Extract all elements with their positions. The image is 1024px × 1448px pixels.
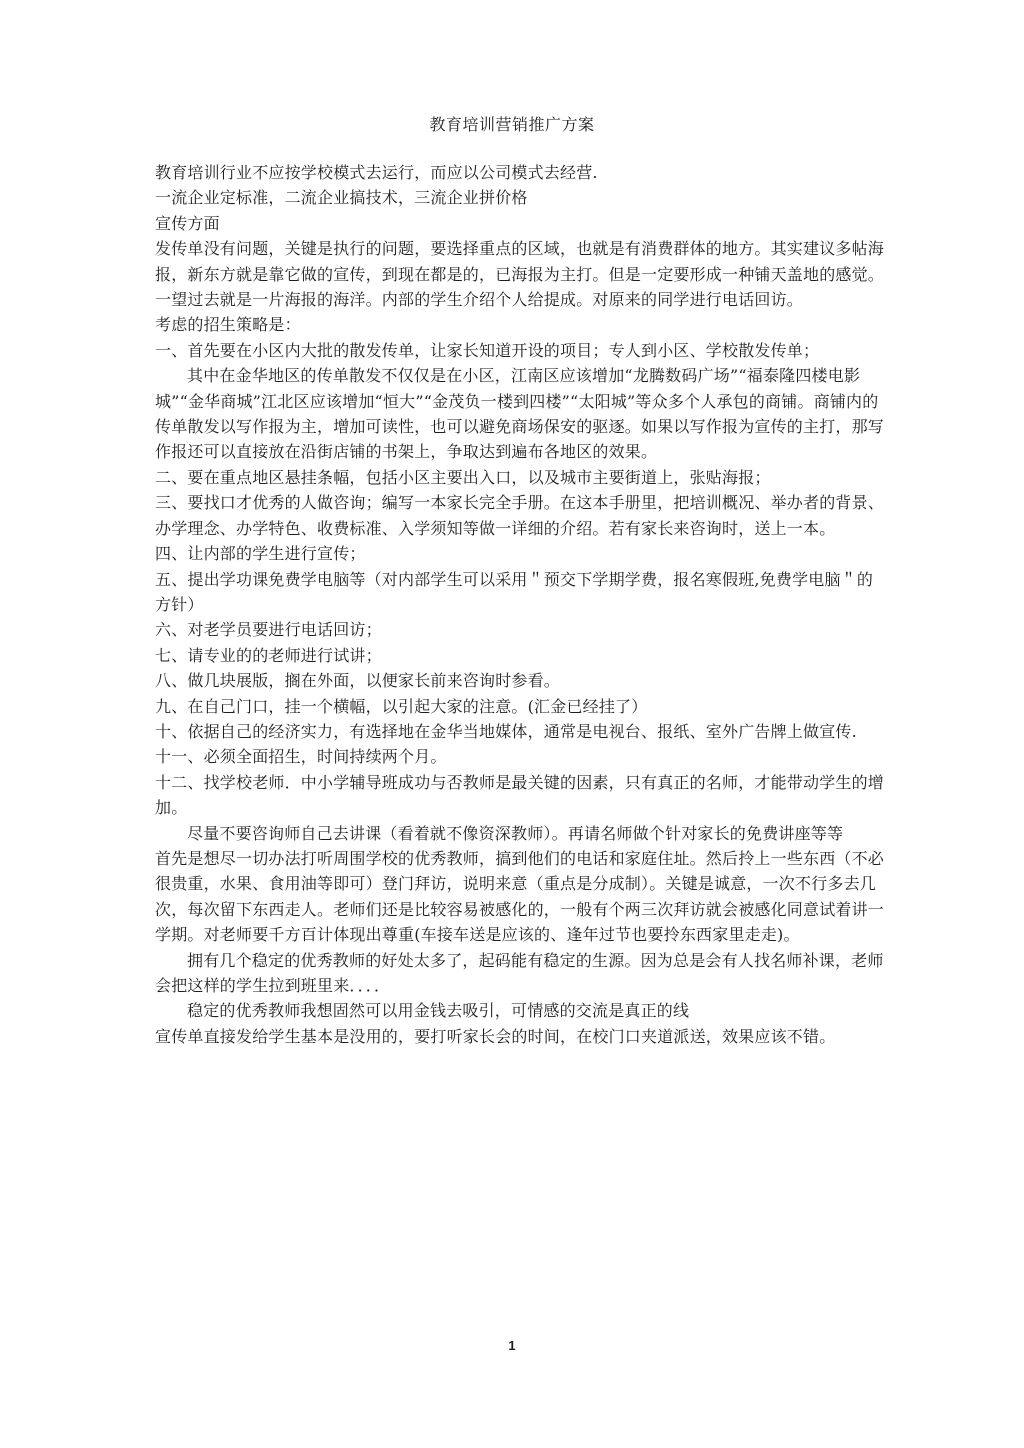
list-item-12: 十二、找学校老师．中小学辅导班成功与否教师是最关键的因素，只有真正的名师，才能带动学生的增加。: [155, 772, 885, 818]
list-item-1: 一、首先要在小区内大批的散发传单，让家长知道开设的项目；专人到小区、学校散发传单；: [155, 340, 820, 360]
paragraph-teacher-visits: 首先是想尽一切办法打听周围学校的优秀教师，搞到他们的电话和家庭住址。然后拎上一些东西（不必很贵重，水果、食用油等即可）登门拜访，说明来意（重点是分成制）。关键是诚意，一次不行多去几次，每次留下东西走人。老师们还是比较容易被感化的，一般有个两三次拜访就会被感化同意试着讲一学期。对老师要千方百计体现出尊重(车接车送是应该的、逢年过节也要拎东西家里走走)。: [155, 848, 885, 945]
page-number: 1: [508, 1338, 516, 1353]
paragraph-intro: 教育培训行业不应按学校模式去运行，而应以公司模式去经营.: [155, 163, 598, 182]
list-item-6: 六、对老学员要进行电话回访；: [155, 620, 382, 640]
paragraph-flyers: 发传单没有问题，关键是执行的问题，要选择重点的区域，也就是有消费群体的地方。其实建议多帖海报，新东方就是靠它做的宣传，到现在都是的，已海报为主打。但是一定要形成一种铺天盖地的感觉。一望过去就是一片海报的海洋。内部的学生介绍个人给提成。对原来的同学进行电话回访。: [155, 239, 885, 310]
list-item-2: 二、要在重点地区悬挂条幅，包括小区主要出入口，以及城市主要街道上，张贴海报；: [155, 467, 771, 487]
list-item-5: 五、提出学功课免费学电脑等（对内部学生可以采用＂预交下学期学费，报名寒假班,免费学电脑＂的方针）: [155, 569, 874, 614]
paragraph-strategy-heading: 考虑的招生策略是：: [155, 315, 301, 335]
paragraph-lecture-advice: 尽量不要咨询师自己去讲课（看着就不像资深教师）。再请名师做个针对家长的免费讲座等等: [187, 823, 844, 843]
list-item-11: 十一、必须全面招生，时间持续两个月。: [155, 747, 447, 767]
paragraph-teacher-benefits: 拥有几个稳定的优秀教师的好处太多了，起码能有稳定的生源。因为总是会有人找名师补课，老师会把这样的学生拉到班里来．．．．: [155, 950, 884, 995]
document-body: [155, 160, 885, 1049]
paragraph-emotional-bond: 稳定的优秀教师我想固然可以用金钱去吸引，可情感的交流是真正的线: [187, 1001, 690, 1021]
paragraph-parent-meeting: 宣传单直接发给学生基本是没用的，要打听家长会的时间，在校门口夹道派送，效果应该不错。: [155, 1026, 836, 1046]
list-item-3: 三、要找口才优秀的人做咨询；编写一本家长完全手册。在这本手册里，把培训概况、举办者的背景、办学理念、办学特色、收费标准、入学须知等做一详细的介绍。若有家长来咨询时，送上一本。: [155, 493, 885, 538]
section-heading-publicity: 宣传方面: [155, 213, 220, 233]
paragraph-motto: 一流企业定标准，二流企业搞技术，三流企业拼价格: [155, 188, 528, 208]
list-item-7: 七、请专业的的老师进行试讲；: [155, 645, 382, 665]
paragraph-jinhua-flyers: 其中在金华地区的传单散发不仅仅是在小区，江南区应该增加“龙腾数码广场”“福泰隆四楼电影城”“金华商城”江北区应该增加“恒大”“金茂负一楼到四楼”“太阳城”等众多个人承包的商铺。商铺内的传单散发以写作报为主，增加可读性，也可以避免商场保安的驱逐。如果以写作报为宣传的主打，那写作报还可以直接放在沿街店铺的书架上，争取达到遍布各地区的效果。: [155, 366, 885, 462]
list-item-9: 九、在自己门口，挂一个横幅，以引起大家的注意。(汇金已经挂了）: [155, 696, 648, 716]
list-item-10: 十、依据自己的经济实力，有选择地在金华当地媒体，通常是电视台、报纸、室外广告牌上做宣传.: [155, 721, 857, 741]
document-title: 教育培训营销推广方案: [429, 115, 595, 134]
list-item-8: 八、做几块展版，搁在外面，以便家长前来咨询时参看。: [155, 671, 561, 691]
list-item-4: 四、让内部的学生进行宣传；: [155, 544, 366, 564]
